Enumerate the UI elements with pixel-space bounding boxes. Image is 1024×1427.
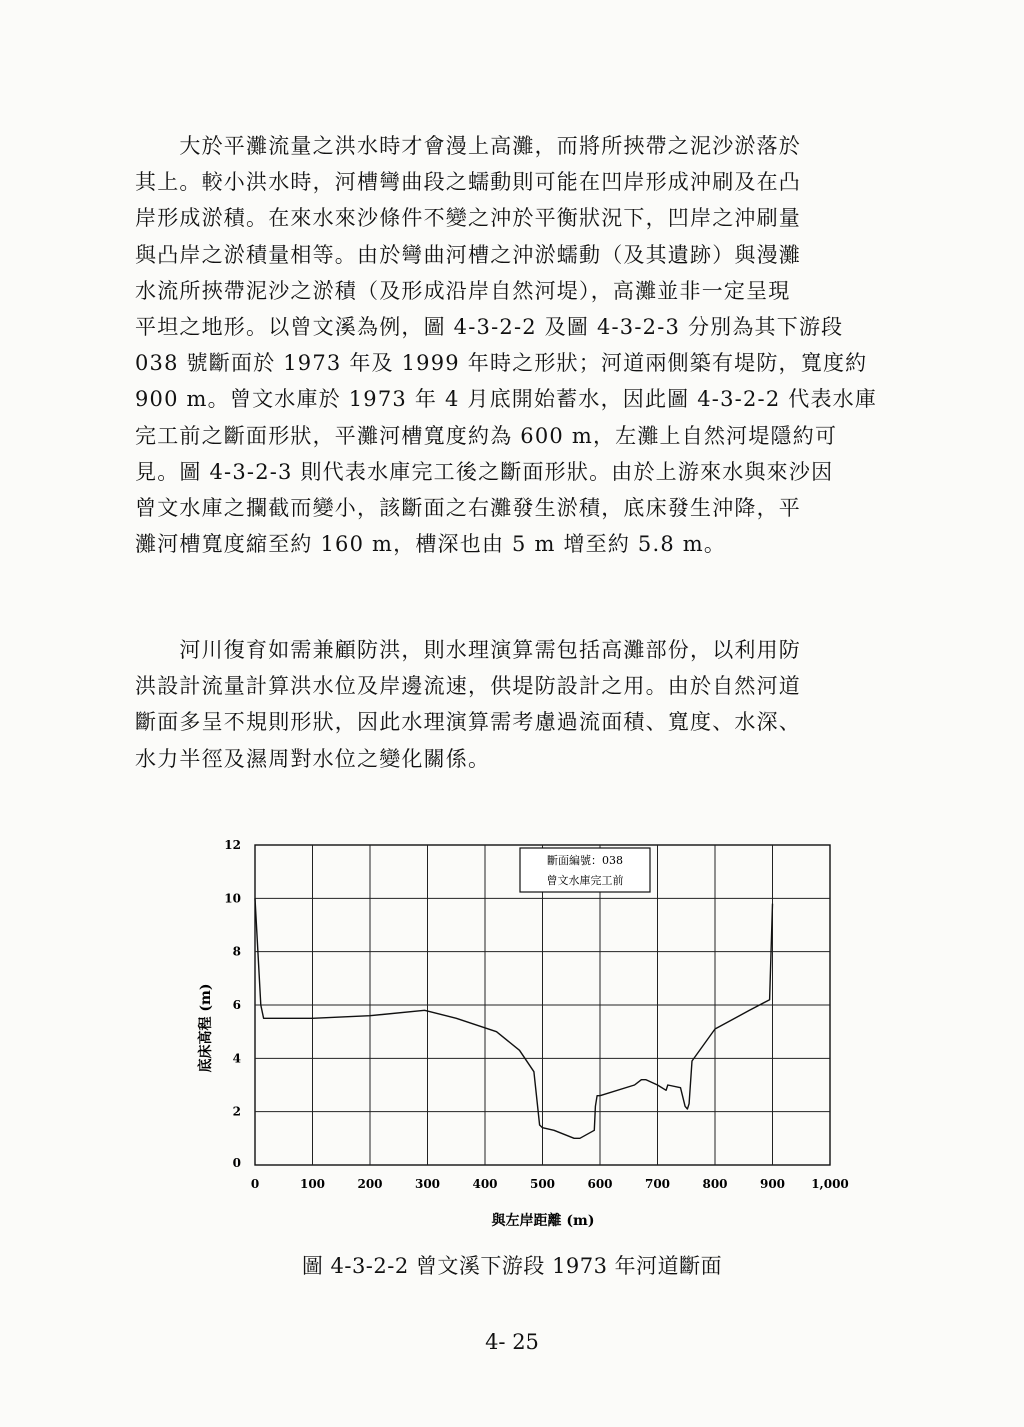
x-tick-label: 800 (702, 1177, 728, 1191)
y-tick-label: 4 (232, 1051, 241, 1066)
y-tick-label: 12 (224, 838, 241, 852)
y-axis-label: 底床高程 (m) (198, 983, 214, 1073)
text-line: 大於平灘流量之洪水時才會漫上高灘，而將所挾帶之泥沙淤落於 (135, 134, 801, 158)
bed-elevation-line (255, 898, 773, 1138)
chart-legend-box (520, 848, 650, 892)
x-tick-label: 900 (759, 1177, 786, 1191)
x-tick-label: 100 (299, 1177, 326, 1191)
text-line: 岸形成淤積。在來水來沙條件不變之沖於平衡狀況下，凹岸之沖刷量 (135, 206, 801, 231)
text-line: 見。圖 4-3-2-3 則代表水庫完工後之斷面形狀。由於上游來水與來沙因 (135, 459, 834, 484)
y-tick-label: 6 (232, 998, 241, 1012)
text-line: 水流所挾帶泥沙之淤積（及形成沿岸自然河堤），高灘並非一定呈現 (135, 278, 791, 303)
x-tick-label: 500 (529, 1177, 556, 1191)
x-axis-label: 與左岸距離 (m) (491, 1213, 595, 1229)
y-tick-label: 0 (232, 1156, 241, 1170)
y-tick-label: 10 (224, 891, 241, 906)
text-line: 曾文水庫之攔截而變小，該斷面之右灘發生淤積，底床發生沖降，平 (135, 496, 801, 521)
x-tick-label: 400 (472, 1177, 498, 1191)
text-line: 洪設計流量計算洪水位及岸邊流速，供堤防設計之用。由於自然河道 (135, 674, 801, 699)
x-tick-label: 0 (250, 1177, 260, 1191)
text-line: 斷面多呈不規則形狀，因此水理演算需考慮過流面積、寬度、水深、 (135, 710, 801, 735)
x-tick-label: 600 (587, 1177, 613, 1191)
text-line: 河川復育如需兼顧防洪，則水理演算需包括高灘部份，以利用防 (135, 638, 801, 662)
text-line: 900 m。曾文水庫於 1973 年 4 月底開始蓄水，因此圖 4-3-2-2 代表水庫 (135, 387, 878, 412)
paragraph-1 (135, 128, 910, 562)
text-line: 平坦之地形。以曾文溪為例，圖 4-3-2-2 及圖 4-3-2-3 分別為其下游段 (135, 315, 844, 340)
figure-caption: 圖 4-3-2-2 曾文溪下游段 1973 年河道斷面 (301, 1254, 723, 1278)
x-tick-label: 700 (644, 1177, 671, 1191)
text-line: 038 號斷面於 1973 年及 1999 年時之形狀；河道兩側築有堤防，寬度約 (135, 351, 868, 376)
y-tick-label: 8 (232, 944, 241, 959)
legend-line-1: 斷面編號：038 (547, 854, 623, 867)
text-line: 其上。較小洪水時，河槽彎曲段之蠕動則可能在凹岸形成沖刷及在凸 (135, 170, 801, 195)
text-line: 完工前之斷面形狀，平灘河槽寬度約為 600 m，左灘上自然河堤隱約可 (135, 423, 838, 448)
legend-line-2: 曾文水庫完工前 (546, 874, 624, 887)
y-tick-label: 2 (232, 1104, 241, 1119)
x-tick-label: 1,000 (811, 1177, 849, 1191)
page-number: 4- 25 (485, 1330, 539, 1354)
cross-section-chart (190, 830, 860, 1230)
text-line: 水力半徑及濕周對水位之變化關係。 (135, 746, 491, 771)
x-tick-label: 300 (414, 1177, 441, 1191)
text-line: 灘河槽寬度縮至約 160 m，槽深也由 5 m 增至約 5.8 m。 (135, 532, 727, 557)
text-line: 與凸岸之淤積量相等。由於彎曲河槽之沖淤蠕動（及其遺跡）與漫灘 (135, 242, 801, 267)
x-tick-label: 200 (357, 1177, 383, 1191)
paragraph-2 (135, 632, 910, 777)
